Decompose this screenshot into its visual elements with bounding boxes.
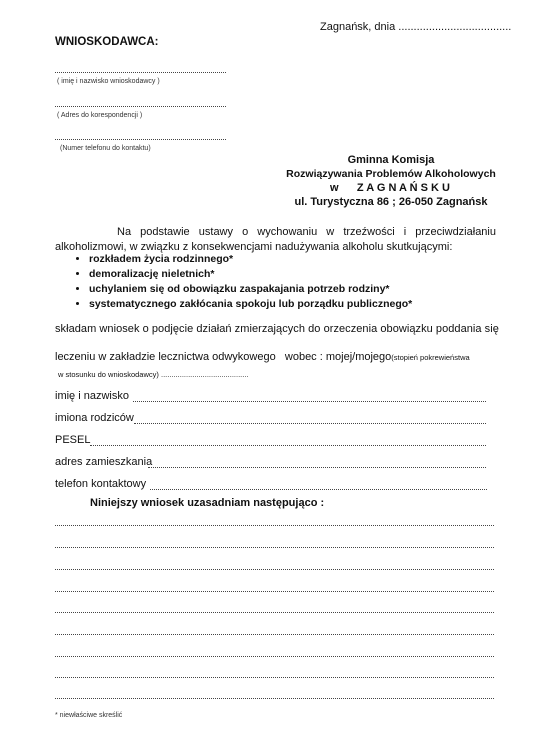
- request-line-2-text: leczeniu w zakładzie lecznictwa odwykowego wobec : mojej/mojego: [55, 351, 392, 363]
- intro-paragraph: Na podstawie ustawy o wychowaniu w trzeźwości i przeciwdziałaniu alkoholizmowi, w związku z konsekwencjami nadużywania alkoholu skutkującymi:: [55, 226, 496, 253]
- reason-item: • demoralizację nieletnich*: [89, 267, 412, 282]
- applicant-name-line[interactable]: [55, 72, 226, 73]
- place-date: Zagnańsk, dnia .....................................: [320, 21, 512, 33]
- request-line-2-small: (stopień pokrewieństwa: [391, 353, 470, 362]
- field-input-parents[interactable]: [134, 423, 486, 424]
- request-line-3-small: w stosunku do wnioskodawcy): [58, 370, 159, 379]
- recipient-line-1: Gminna Komisja: [347, 154, 435, 166]
- justification-line[interactable]: [55, 569, 494, 570]
- reason-item: • systematycznego zakłócania spokoju lub porządku publicznego*: [89, 297, 412, 312]
- applicant-phone-line[interactable]: [55, 139, 226, 140]
- applicant-name-hint: ( imię i nazwisko wnioskodawcy ): [57, 78, 160, 85]
- reasons-list: [55, 252, 412, 312]
- field-input-pesel[interactable]: [90, 445, 486, 446]
- justification-heading: Niniejszy wniosek uzasadniam następująco :: [90, 497, 325, 509]
- recipient-block: [286, 153, 496, 209]
- justification-line[interactable]: [55, 698, 494, 699]
- reason-item: • rozkładem życia rodzinnego*: [89, 252, 412, 267]
- justification-line[interactable]: [55, 656, 494, 657]
- field-label-address: adres zamieszkania: [55, 456, 153, 468]
- footnote: * niewłaściwe skreślić: [55, 712, 123, 719]
- applicant-address-hint: ( Adres do korespondencji ): [57, 112, 143, 119]
- relationship-dots[interactable]: ..........................................: [160, 370, 249, 379]
- recipient-line-4: ul. Turystyczna 86 ; 26-050 Zagnańsk: [294, 196, 488, 208]
- reason-item: • uchylaniem się od obowiązku zaspakajania potrzeb rodziny*: [89, 282, 412, 297]
- justification-line[interactable]: [55, 634, 494, 635]
- justification-line[interactable]: [55, 677, 494, 678]
- justification-line[interactable]: [55, 547, 494, 548]
- applicant-heading: WNIOSKODAWCA:: [55, 36, 159, 48]
- field-input-address[interactable]: [148, 467, 486, 468]
- justification-line[interactable]: [55, 612, 494, 613]
- field-input-name[interactable]: [133, 401, 486, 402]
- applicant-phone-hint: (Numer telefonu do kontaktu): [60, 145, 151, 152]
- recipient-line-2: Rozwiązywania Problemów Alkoholowych: [286, 168, 496, 180]
- field-label-pesel: PESEL: [55, 434, 91, 446]
- recipient-line-3: w Z A G N A Ń S K U: [330, 182, 450, 194]
- request-line-2: [55, 347, 470, 365]
- field-input-phone[interactable]: [150, 489, 487, 490]
- field-label-phone: telefon kontaktowy: [55, 478, 147, 490]
- field-label-name: imię i nazwisko: [55, 390, 129, 402]
- request-line-1: składam wniosek o podjęcie działań zmierzających do orzeczenia obowiązku poddania się: [55, 323, 499, 335]
- justification-line[interactable]: [55, 525, 494, 526]
- field-label-parents: imiona rodziców: [55, 412, 134, 424]
- applicant-address-line[interactable]: [55, 106, 226, 107]
- justification-line[interactable]: [55, 591, 494, 592]
- request-line-3: [58, 370, 249, 379]
